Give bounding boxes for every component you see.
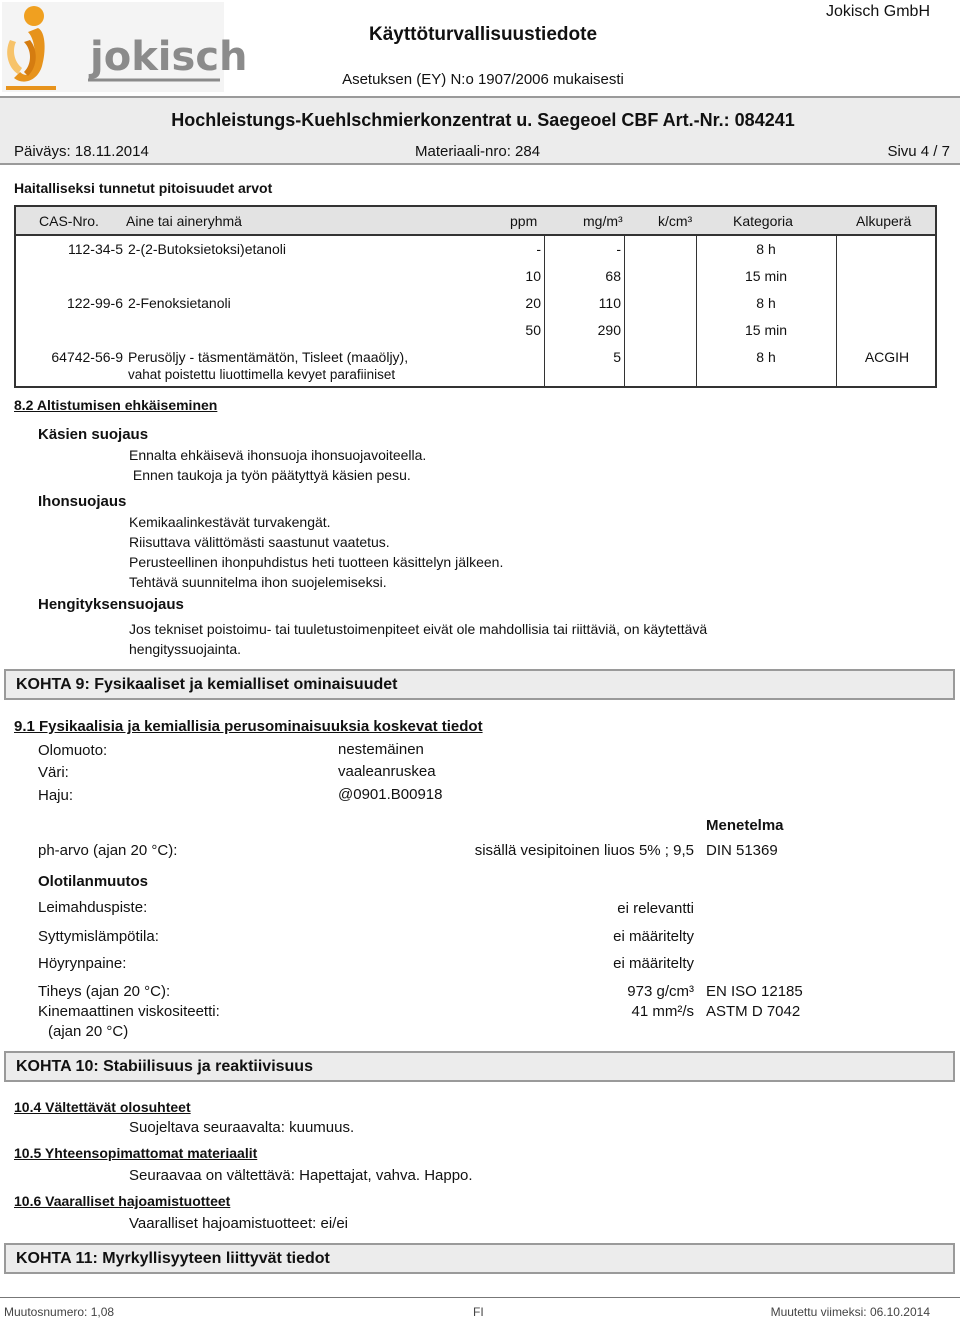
- row-mg: -: [616, 241, 621, 257]
- language-code: FI: [473, 1305, 484, 1319]
- section-10-title: KOHTA 10: Stabiilisuus ja reaktiivisuus: [16, 1058, 313, 1075]
- odor-label: Haju:: [38, 787, 74, 804]
- section-10-5-title: 10.5 Yhteensopimattomat materiaalit: [14, 1145, 258, 1161]
- viscosity-method: ASTM D 7042: [706, 1003, 801, 1020]
- vapor-pressure-label: Höyrynpaine:: [38, 955, 127, 972]
- document-date: Päiväys: 18.11.2014: [14, 143, 149, 160]
- column-divider: [836, 236, 837, 386]
- row-ppm: -: [536, 241, 541, 257]
- skin-line: Tehtävä suunnitelma ihon suojelemiseksi.: [129, 574, 387, 590]
- row-substance: 2-Fenoksietanoli: [128, 295, 231, 311]
- column-divider: [696, 236, 697, 386]
- section-11-title: KOHTA 11: Myrkyllisyyteen liittyvät tiedot: [16, 1250, 330, 1267]
- row-category: 8 h: [756, 295, 776, 311]
- logo-wordmark: jokisch: [90, 34, 248, 80]
- product-band: [0, 96, 960, 165]
- company-name: Jokisch GmbH: [825, 3, 930, 20]
- form-label: Olomuoto:: [38, 742, 108, 759]
- row-ppm: 10: [525, 268, 541, 284]
- row-substance: 2-(2-Butoksietoksi)etanoli: [128, 241, 286, 257]
- section-9-title: KOHTA 9: Fysikaaliset ja kemialliset ominaisuudet: [16, 676, 398, 693]
- col-cas: CAS-Nro.: [39, 213, 99, 229]
- col-ppm: ppm: [510, 213, 538, 229]
- exposure-heading: Haitalliseksi tunnetut pitoisuudet arvot: [14, 180, 273, 196]
- viscosity-value: 41 mm²/s: [631, 1003, 694, 1020]
- flash-point-value: ei relevantti: [617, 900, 694, 917]
- section-10-5-text: Seuraavaa on vältettävä: Hapettajat, vahva. Happo.: [129, 1167, 473, 1184]
- section-9-bar: [4, 669, 955, 700]
- section-10-6-text: Vaaralliset hajoamistuotteet: ei/ei: [129, 1215, 349, 1232]
- page-footer: [0, 1297, 960, 1319]
- hands-title: Käsien suojaus: [38, 426, 149, 443]
- row-mg: 110: [598, 295, 621, 311]
- ignition-label: Syttymislämpötila:: [38, 928, 159, 945]
- color-value: vaaleanruskea: [338, 763, 436, 780]
- column-divider: [624, 236, 625, 386]
- respiratory-line: Jos tekniset poistoimu- tai tuuletustoimenpiteet eivät ole mahdollisia tai riittäviä, on käytettävä: [129, 621, 708, 637]
- col-mg: mg/m³: [583, 213, 623, 229]
- ph-label: ph-arvo (ajan 20 °C):: [38, 842, 178, 859]
- row-category: 8 h: [756, 349, 776, 365]
- col-substance: Aine tai aineryhmä: [126, 213, 242, 229]
- ignition-value: ei määritelty: [613, 928, 694, 945]
- row-cas: 64742-56-9: [51, 349, 123, 365]
- product-name: Hochleistungs-Kuehlschmierkonzentrat u. Saegeoel CBF Art.-Nr.: 084241: [171, 110, 795, 130]
- ph-method: DIN 51369: [706, 842, 778, 859]
- density-label: Tiheys (ajan 20 °C):: [38, 983, 171, 1000]
- odor-value: @0901.B00918: [338, 786, 443, 803]
- row-ppm: 20: [525, 295, 541, 311]
- row-mg: 68: [605, 268, 621, 284]
- hands-line: Ennen taukoja ja työn päätyttyä käsien pesu.: [129, 467, 411, 483]
- row-category: 8 h: [756, 241, 776, 257]
- method-header: Menetelma: [706, 817, 784, 834]
- skin-title: Ihonsuojaus: [38, 493, 127, 510]
- col-category: Kategoria: [733, 213, 793, 229]
- table-header: [16, 207, 935, 236]
- viscosity-label-cond: (ajan 20 °C): [48, 1023, 129, 1040]
- section-10-bar: [4, 1051, 955, 1082]
- page-number: Sivu 4 / 7: [887, 143, 950, 160]
- row-substance-cont: vahat poistettu liuottimella kevyet parafiiniset: [128, 367, 396, 382]
- respiratory-line: hengityssuojainta.: [129, 641, 242, 657]
- protection-heading: 8.2 Altistumisen ehkäiseminen: [14, 397, 218, 413]
- regulation-line: Asetuksen (EY) N:o 1907/2006 mukaisesti: [342, 71, 624, 88]
- flash-point-label: Leimahduspiste:: [38, 899, 148, 916]
- column-divider: [544, 236, 545, 386]
- row-mg: 5: [613, 349, 621, 365]
- viscosity-label: Kinemaattinen viskositeetti:: [38, 1003, 220, 1020]
- color-label: Väri:: [38, 764, 69, 781]
- skin-line: Perusteellinen ihonpuhdistus heti tuotteen käsittelyn jälkeen.: [129, 554, 504, 570]
- section-11-bar: [4, 1243, 955, 1274]
- skin-line: Riisuttava välittömästi saastunut vaatetus.: [129, 534, 390, 550]
- form-value: nestemäinen: [338, 741, 424, 758]
- exposure-table: [14, 205, 937, 388]
- col-kcm: k/cm³: [658, 213, 693, 229]
- density-value: 973 g/cm³: [627, 983, 694, 1000]
- revision-number: Muutosnumero: 1,08: [4, 1305, 115, 1319]
- row-substance: Perusöljy - täsmentämätön, Tisleet (maaöljy),: [128, 349, 409, 365]
- row-ppm: 50: [525, 322, 541, 338]
- state-change-title: Olotilanmuutos: [38, 873, 148, 890]
- document-title: Käyttöturvallisuustiedote: [368, 24, 598, 45]
- row-category: 15 min: [744, 268, 788, 284]
- row-mg: 290: [597, 322, 621, 338]
- row-cas: 122-99-6: [66, 295, 123, 311]
- row-cas: 112-34-5: [67, 241, 123, 257]
- row-category: 15 min: [744, 322, 788, 338]
- material-number: Materiaali-nro: 284: [415, 143, 541, 160]
- section-10-4-text: Suojeltava seuraavalta: kuumuus.: [129, 1119, 355, 1136]
- row-source: ACGIH: [864, 349, 910, 365]
- hands-line: Ennalta ehkäisevä ihonsuoja ihonsuojavoiteella.: [129, 447, 427, 463]
- skin-line: Kemikaalinkestävät turvakengät.: [129, 514, 331, 530]
- section-10-4-title: 10.4 Vältettävät olosuhteet: [14, 1099, 191, 1115]
- section-9-1-title: 9.1 Fysikaalisia ja kemiallisia perusominaisuuksia koskevat tiedot: [14, 718, 483, 735]
- col-source: Alkuperä: [856, 213, 912, 229]
- last-modified: Muutettu viimeksi: 06.10.2014: [770, 1305, 930, 1319]
- respiratory-title: Hengityksensuojaus: [38, 596, 184, 613]
- ph-value: sisällä vesipitoinen liuos 5% ; 9,5: [474, 842, 694, 859]
- section-10-6-title: 10.6 Vaaralliset hajoamistuotteet: [14, 1193, 231, 1209]
- vapor-pressure-value: ei määritelty: [613, 955, 694, 972]
- density-method: EN ISO 12185: [706, 983, 803, 1000]
